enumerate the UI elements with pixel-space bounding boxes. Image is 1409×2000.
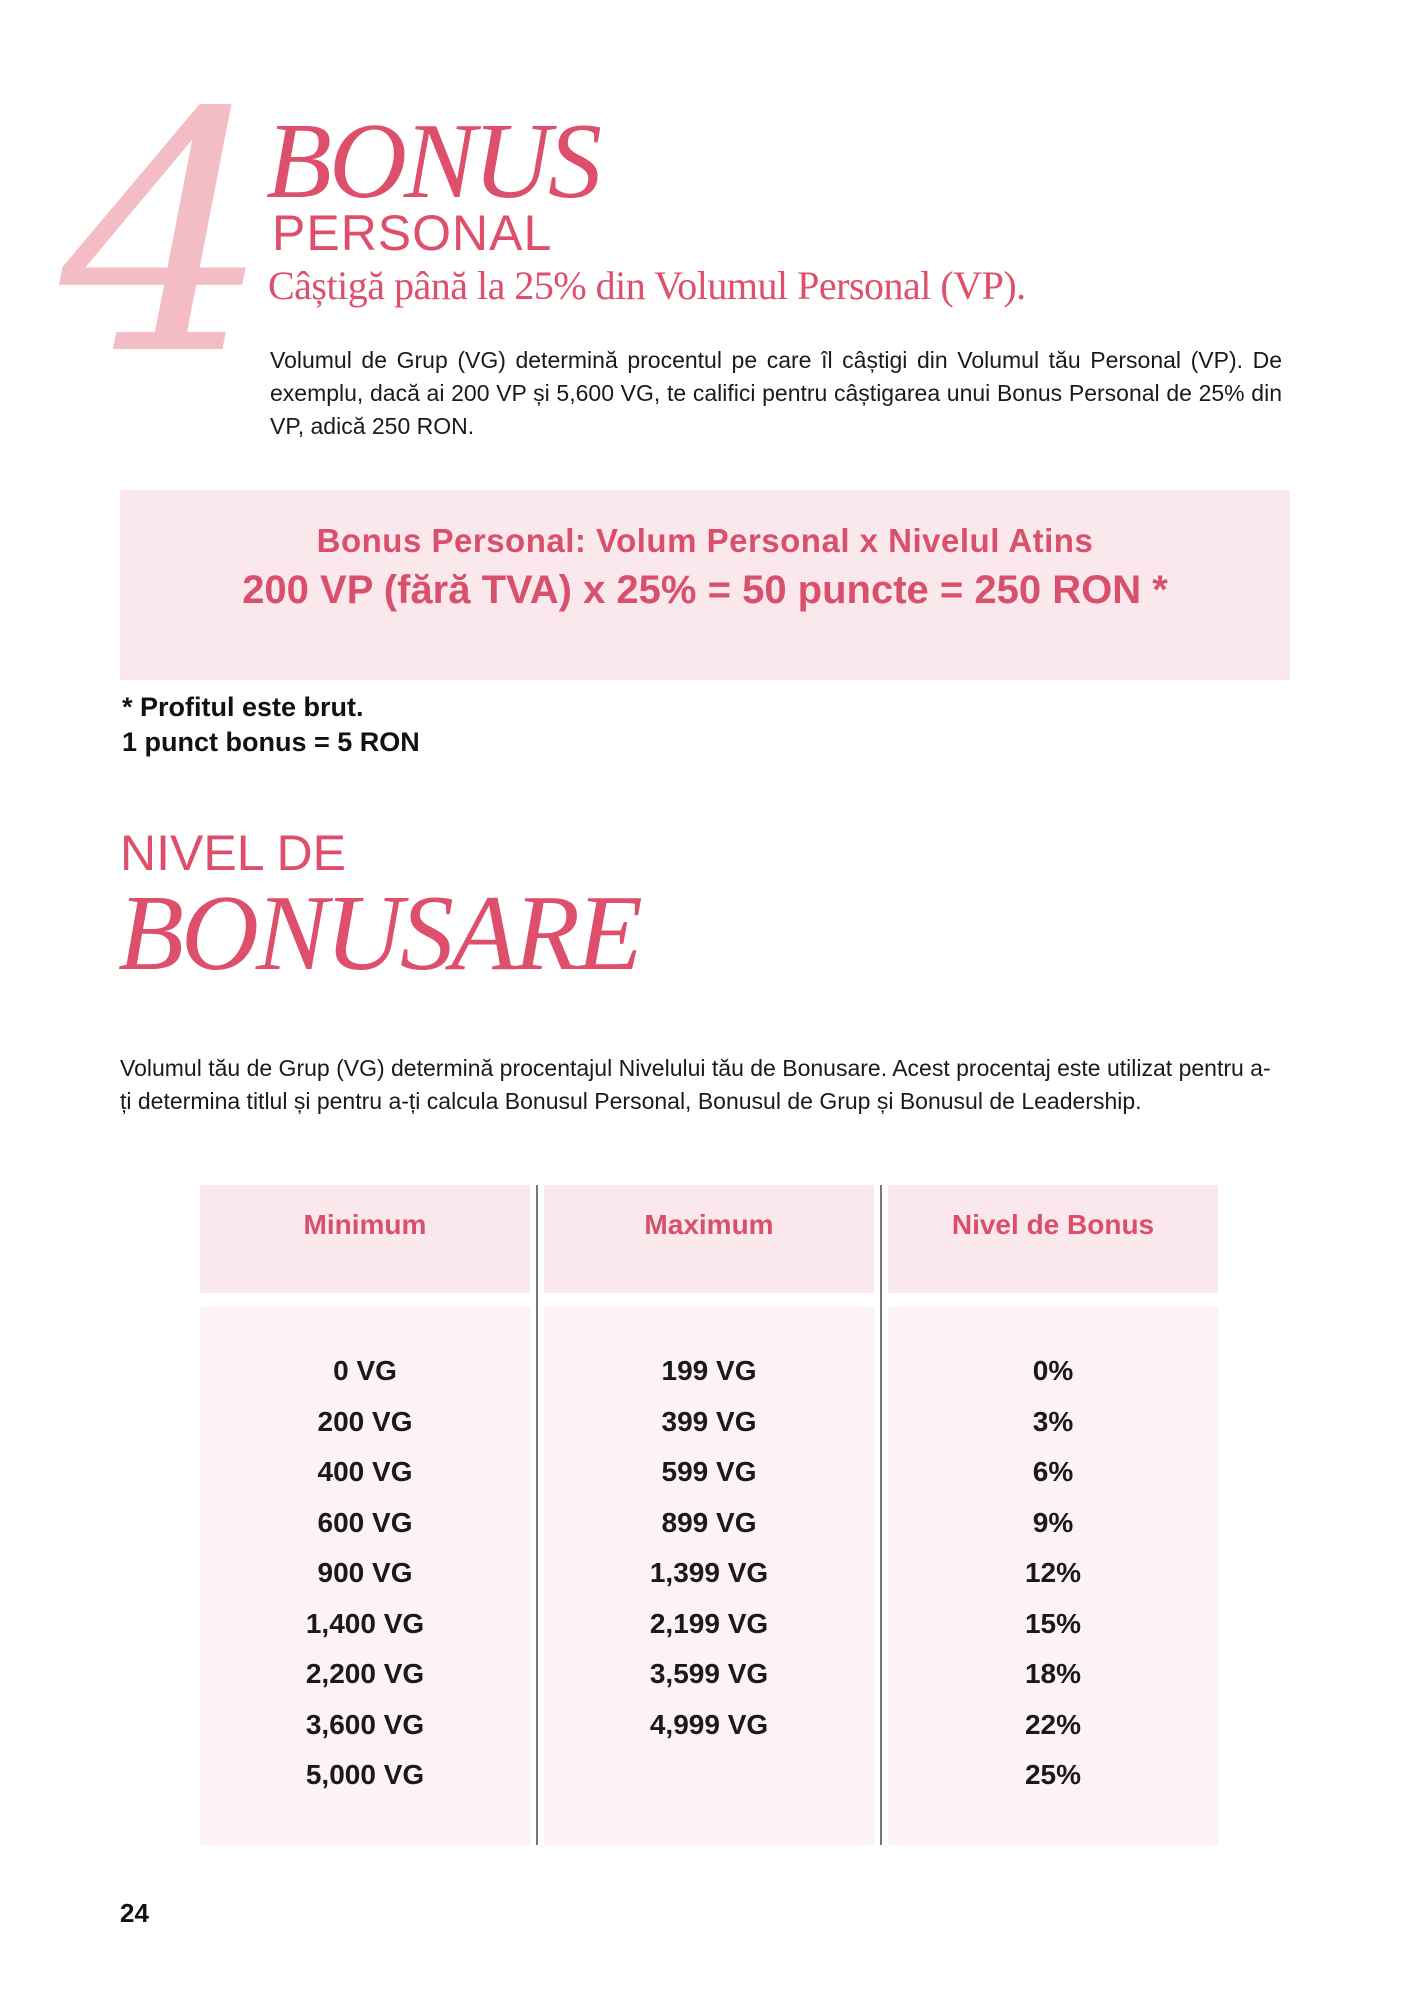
intro-paragraph: Volumul de Grup (VG) determină procentul pe care îl câștigi din Volumul tău Personal (VP). De exemplu, dacă ai 200 VP și 5,600 VG, te califici pentru câștigarea unui Bonus Personal de 25% din VP, adică 250 RON.: [270, 347, 1282, 439]
cell-bonus-level: 3%: [1032, 1405, 1074, 1437]
cell-maximum: 4,999 VG: [649, 1708, 769, 1740]
page-subtitle: PERSONAL: [272, 205, 553, 261]
cell-bonus-level: 0%: [1032, 1355, 1074, 1386]
cell-minimum: 5,000 VG: [305, 1759, 425, 1790]
note-profit: * Profitul este brut.: [122, 692, 364, 722]
cell-minimum: 200 VG: [317, 1405, 413, 1437]
column-divider: [880, 1185, 882, 1845]
formula-title: Bonus Personal: Volum Personal x Nivelul Atins: [316, 522, 1094, 559]
cell-bonus-level: 15%: [1024, 1607, 1082, 1639]
cell-bonus-level: 25%: [1024, 1759, 1082, 1790]
page-title: BONUS: [266, 102, 599, 221]
column-divider: [536, 1185, 538, 1845]
cell-maximum: 199 VG: [661, 1355, 757, 1386]
cell-minimum: 600 VG: [317, 1506, 413, 1538]
cell-maximum: 2,199 VG: [649, 1607, 769, 1639]
cell-maximum: 3,599 VG: [649, 1658, 769, 1689]
notes: [122, 690, 420, 760]
cell-bonus-level: 22%: [1024, 1708, 1082, 1740]
note-point-value: 1 punct bonus = 5 RON: [122, 727, 420, 757]
bonus-level-table: [200, 1185, 1218, 1845]
section-title-small: NIVEL DE: [120, 825, 347, 881]
page-number: 24: [120, 1898, 149, 1928]
cell-minimum: 2,200 VG: [305, 1658, 425, 1689]
section-number: 4: [60, 43, 270, 427]
header-bonus-level: Nivel de Bonus: [888, 1185, 1218, 1293]
section-description: Volumul tău de Grup (VG) determină procentajul Nivelului tău de Bonusare. Acest procentaj este utilizat pentru a-ți determina titlul și pentru a-ți calcula Bonusul Personal, Bonusul de Grup și Bonusul de Leadership.: [120, 1055, 1271, 1114]
tagline: Câștigă până la 25% din Volumul Personal (VP).: [268, 263, 1026, 308]
cell-bonus-level: 6%: [1032, 1456, 1074, 1487]
cell-maximum: 399 VG: [661, 1405, 757, 1437]
cell-minimum: 0 VG: [333, 1355, 397, 1386]
cell-minimum: 900 VG: [317, 1557, 413, 1588]
section-title-large: BONUSARE: [118, 874, 640, 993]
header-maximum: Maximum: [544, 1185, 874, 1293]
cell-bonus-level: 9%: [1032, 1506, 1074, 1538]
cell-minimum: 3,600 VG: [305, 1708, 425, 1740]
cell-bonus-level: 12%: [1024, 1557, 1082, 1588]
cell-minimum: 1,400 VG: [305, 1607, 425, 1639]
cell-bonus-level: 18%: [1024, 1658, 1082, 1689]
cell-maximum: 899 VG: [661, 1506, 757, 1538]
formula-example: 200 VP (fără TVA) x 25% = 50 puncte = 250 RON *: [242, 568, 1168, 612]
header-minimum: Minimum: [200, 1185, 530, 1293]
cell-maximum: 599 VG: [661, 1456, 757, 1487]
formula-box: [120, 490, 1290, 680]
cell-maximum: 1,399 VG: [649, 1557, 769, 1588]
cell-minimum: 400 VG: [317, 1456, 413, 1487]
